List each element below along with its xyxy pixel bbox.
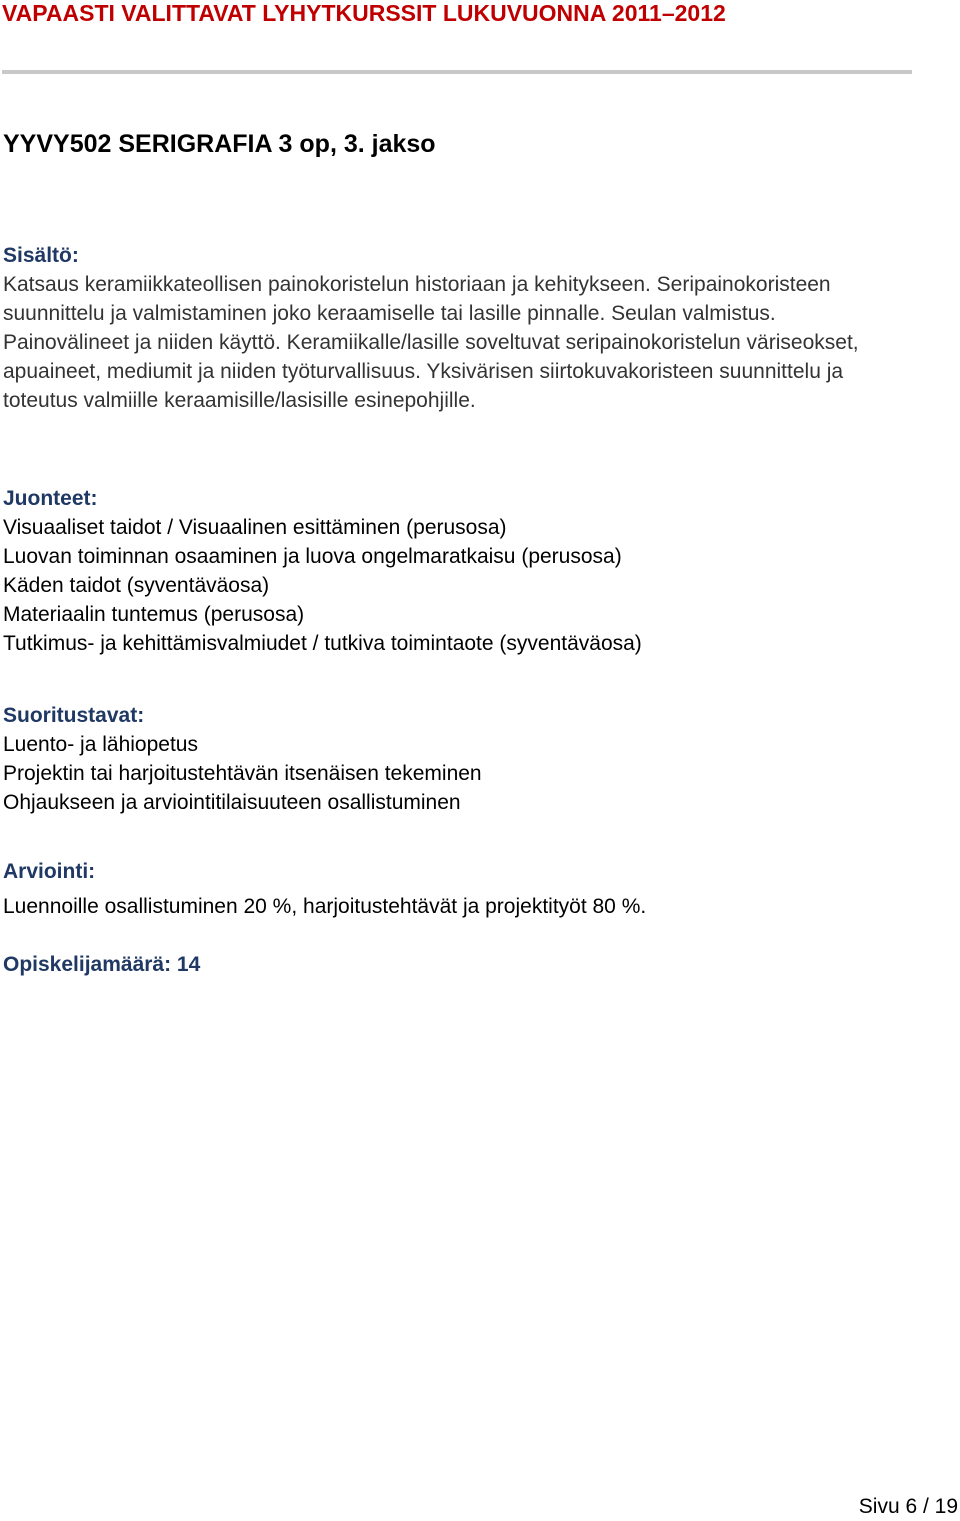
content-text: Katsaus keramiikkateollisen painokoristelun historiaan ja kehitykseen. Seripainokoristeen suunnittelu ja valmistaminen joko keraamiselle tai lasille pinnalle. Seulan valmistus. Painovälineet ja niiden käyttö. Keramiikalle/lasille soveltuvat seripainokoristelun väriseokset, apuaineet, mediumit ja niiden työturvallisuus. Yksivärisen siirtokuvakoristeen suunnittelu ja toteutus valmiille keraamisille/lasisille esinepohjille. bbox=[3, 273, 859, 412]
assessment-text: Luennoille osallistuminen 20 %, harjoitustehtävät ja projektityöt 80 %. bbox=[3, 895, 647, 918]
method-item: Ohjaukseen ja arviointitilaisuuteen osallistuminen bbox=[3, 791, 461, 814]
stream-item: Materiaalin tuntemus (perusosa) bbox=[3, 603, 305, 626]
course-title: YYVY502 SERIGRAFIA 3 op, 3. jakso bbox=[3, 130, 436, 158]
student-count: Opiskelijamäärä: 14 bbox=[3, 953, 201, 976]
methods-heading: Suoritustavat: bbox=[3, 704, 145, 727]
stream-item: Visuaaliset taidot / Visuaalinen esittäminen (perusosa) bbox=[3, 516, 507, 539]
streams-section bbox=[3, 484, 903, 658]
content-section bbox=[3, 241, 903, 415]
stream-item: Tutkimus- ja kehittämisvalmiudet / tutkiva toimintaote (syventäväosa) bbox=[3, 632, 642, 655]
streams-heading: Juonteet: bbox=[3, 487, 98, 510]
header-divider bbox=[2, 70, 912, 74]
stream-item: Luovan toiminnan osaaminen ja luova ongelmaratkaisu (perusosa) bbox=[3, 545, 622, 568]
document-header-title: VAPAASTI VALITTAVAT LYHYTKURSSIT LUKUVUONNA 2011–2012 bbox=[2, 0, 726, 26]
assessment-heading: Arviointi: bbox=[3, 860, 96, 883]
method-item: Projektin tai harjoitustehtävän itsenäisen tekeminen bbox=[3, 762, 482, 785]
stream-item: Käden taidot (syventäväosa) bbox=[3, 574, 270, 597]
page-number: Sivu 6 / 19 bbox=[858, 1495, 958, 1518]
assessment-section bbox=[3, 857, 903, 921]
method-item: Luento- ja lähiopetus bbox=[3, 733, 198, 756]
methods-section bbox=[3, 701, 903, 817]
content-heading: Sisältö: bbox=[3, 244, 79, 267]
